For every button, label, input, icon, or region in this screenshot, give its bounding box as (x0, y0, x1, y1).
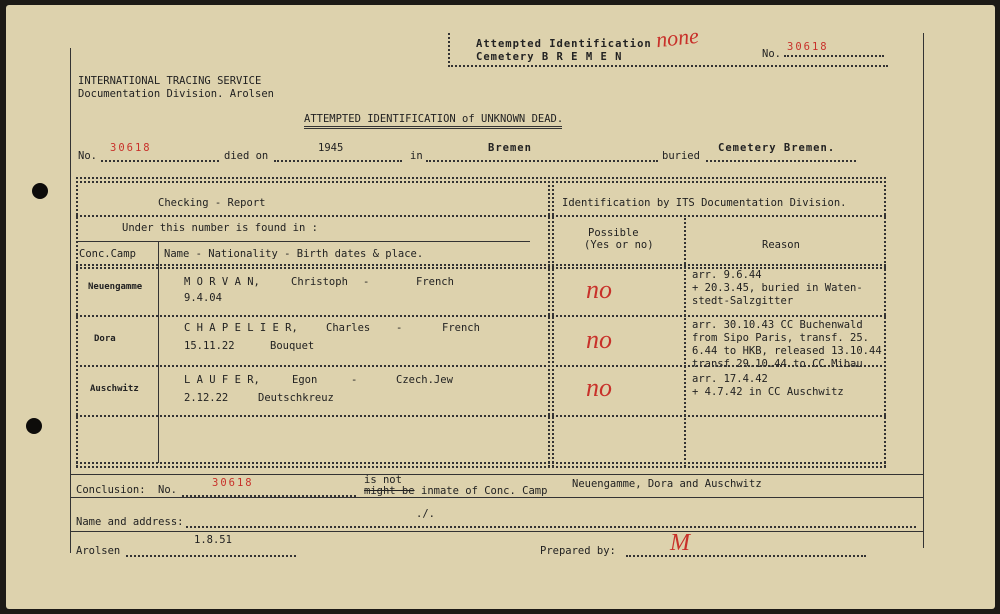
org-line-2: Documentation Division. Arolsen (78, 88, 274, 100)
row3-surname: L A U F E R, (184, 374, 260, 386)
in-value: Bremen (488, 142, 532, 154)
prepared-signature: M (670, 530, 690, 556)
row2-camp: Dora (94, 334, 116, 344)
died-label: died on (224, 150, 269, 162)
row2-dash: - (396, 322, 403, 334)
punch-hole (32, 183, 48, 199)
checking-report-header: Checking - Report (158, 197, 266, 209)
org-line-1: INTERNATIONAL TRACING SERVICE (78, 75, 262, 87)
row2-firstname: Charles (326, 322, 371, 334)
arolsen-label: Arolsen (76, 545, 121, 557)
conclusion-no-value: 30618 (212, 477, 254, 489)
buried-value: Cemetery Bremen. (718, 142, 836, 154)
name-address-value: ./. (416, 508, 435, 520)
col-name: Name - Nationality - Birth dates & place. (164, 248, 424, 260)
row3-birth: 2.12.22 (184, 392, 229, 404)
reason-line: + 4.7.42 in CC Auschwitz (692, 386, 844, 398)
row2-possible: no (586, 325, 612, 354)
row2-nationality: French (442, 322, 480, 334)
buried-label: buried (662, 150, 700, 162)
row1-birth: 9.4.04 (184, 292, 222, 304)
row1-camp: Neuengamme (88, 282, 143, 292)
identification-header: Identification by ITS Documentation Division. (562, 197, 847, 209)
row3-firstname: Egon (292, 374, 318, 386)
inmate-label: inmate of Conc. Camp (421, 485, 548, 497)
reason-line: 6.44 to HKB, released 13.10.44 (692, 345, 882, 357)
row1-possible: no (586, 275, 612, 304)
died-value: 1945 (318, 142, 344, 154)
arolsen-date: 1.8.51 (194, 534, 232, 546)
row3-reason (692, 373, 844, 399)
col-reason: Reason (762, 239, 800, 251)
in-label: in (410, 150, 423, 162)
reason-line: arr. 9.6.44 (692, 269, 762, 281)
conclusion-label: Conclusion: (76, 484, 146, 496)
header-no-value: 30618 (787, 41, 829, 53)
name-address-label: Name and address: (76, 516, 184, 528)
record-no-label: No. (78, 150, 97, 162)
record-no-value: 30618 (110, 142, 152, 154)
header-no-label: No. (762, 48, 781, 60)
row3-possible: no (586, 373, 612, 402)
reason-line: transf.29.10.44 to CC Mibau (692, 358, 863, 370)
is-not: is not (364, 474, 402, 486)
row1-firstname: Christoph (291, 276, 348, 288)
col-possible-2: (Yes or no) (584, 239, 654, 251)
reason-line: + 20.3.45, buried in Waten- (692, 282, 863, 294)
punch-hole (26, 418, 42, 434)
col-possible-1: Possible (588, 227, 639, 239)
row2-place: Bouquet (270, 340, 315, 352)
struck-text: might be (364, 485, 415, 497)
reason-line: from Sipo Paris, transf. 25. (692, 332, 870, 344)
page-title: ATTEMPTED IDENTIFICATION of UNKNOWN DEAD. (304, 113, 564, 125)
reason-line: arr. 30.10.43 CC Buchenwald (692, 319, 863, 331)
cemetery-stamp: Cemetery B R E M E N (476, 51, 623, 63)
reason-line: stedt-Salzgitter (692, 295, 794, 307)
row2-reason (692, 319, 882, 371)
row2-birth: 15.11.22 (184, 340, 235, 352)
row1-nationality: French (416, 276, 454, 288)
sub-header: Under this number is found in : (122, 222, 318, 234)
prepared-label: Prepared by: (540, 545, 616, 557)
col-camp: Conc.Camp (79, 248, 136, 260)
reason-line: arr. 17.4.42 (692, 373, 768, 385)
attempted-stamp: Attempted Identification (476, 38, 652, 50)
document-card (6, 5, 995, 609)
conclusion-camps: Neuengamme, Dora and Auschwitz (572, 478, 762, 490)
row3-camp: Auschwitz (90, 384, 139, 394)
row3-dash: - (351, 374, 358, 386)
conclusion-no-label: No. (158, 484, 177, 496)
row1-surname: M O R V A N, (184, 276, 260, 288)
row2-surname: C H A P E L I E R, (184, 322, 298, 334)
row1-dash: - (363, 276, 370, 288)
row3-place: Deutschkreuz (258, 392, 334, 404)
handwritten-none: none (654, 22, 700, 53)
row1-reason (692, 269, 863, 308)
row3-nationality: Czech.Jew (396, 374, 453, 386)
